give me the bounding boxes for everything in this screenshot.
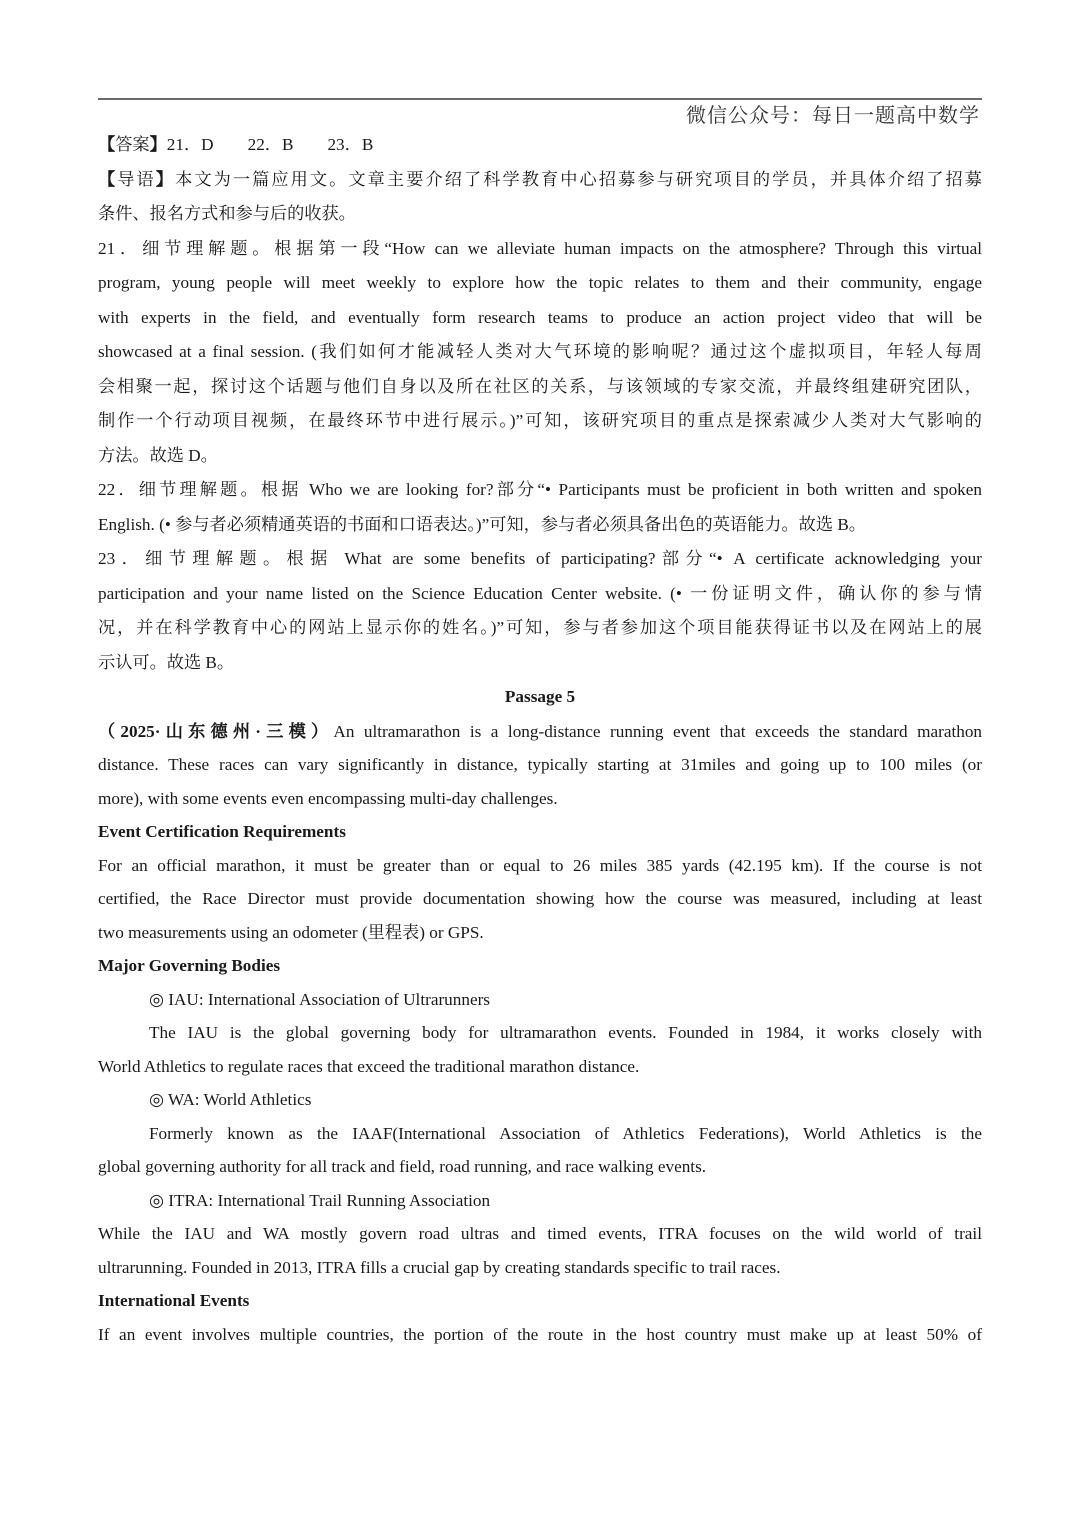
certification-line: For an official marathon, it must be greater than or equal to 26 miles 385 yards (42.195 km). If the course is not xyxy=(98,855,982,875)
explanation-22-line: English. (• 参与者必须精通英语的书面和口语表达。)”可知，参与者必须具备出色的英语能力。故选 B。 xyxy=(98,514,866,534)
governing-body-title: WA: World Athletics xyxy=(168,1090,312,1109)
header-rule xyxy=(98,98,982,100)
guide-line: 条件、报名方式和参与后的收获。 xyxy=(98,204,356,223)
governing-body-title: ITRA: International Trail Running Association xyxy=(168,1190,491,1210)
double-circle-marker-icon: ◎ xyxy=(149,1090,164,1109)
answer-item: 21．D xyxy=(166,135,214,154)
explanation-21-line: 方法。故选 D。 xyxy=(98,445,218,465)
passage-source: （2025·山东德州·三模） xyxy=(98,721,334,741)
answer-line xyxy=(98,128,982,163)
section-heading-international: International Events xyxy=(98,1291,250,1310)
passage-title: Passage 5 xyxy=(504,687,576,706)
explanation-21-line: program, young people will meet weekly to explore how the topic relates to them and their community, engage xyxy=(98,273,982,292)
passage-intro-line: distance. These races can vary significantly in distance, typically starting at 31miles and going up to 100 miles (or xyxy=(98,755,982,774)
explanation-23-line: 示认可。故选 B。 xyxy=(98,652,235,672)
certification-line: certified, the Race Director must provide documentation showing how the course was measured, including at least xyxy=(98,889,982,908)
section-heading-governing-bodies: Major Governing Bodies xyxy=(98,956,281,975)
explanation-21-line: with experts in the field, and eventually form research teams to produce an action project video that will be xyxy=(98,307,982,327)
guide-bracket-close: 】 xyxy=(155,169,176,189)
certification-line: two measurements using an odometer (里程表) or GPS. xyxy=(98,922,484,942)
guide-label: 导语 xyxy=(117,169,156,189)
governing-body-iau-line: The IAU is the global governing body for ultramarathon events. Founded in 1984, it works closely with xyxy=(149,1023,982,1042)
passage-intro-line xyxy=(98,715,982,749)
double-circle-marker-icon: ◎ xyxy=(149,1190,164,1210)
explanation-21-line: 21．细节理解题。根据第一段“How can we alleviate human impacts on the atmosphere? Through this virtual xyxy=(98,238,982,258)
explanation-23-line: participation and your name listed on the Science Education Center website. (• 一份证明文件，确认你的参与情 xyxy=(98,583,982,603)
answer-bracket-close: 】 xyxy=(149,135,167,154)
document-content xyxy=(98,128,982,1351)
section-heading-certification: Event Certification Requirements xyxy=(98,822,346,841)
governing-body-itra-title xyxy=(98,1184,982,1218)
header-watermark: 微信公众号：每日一题高中数学 xyxy=(686,105,980,127)
answer-item: 23．B xyxy=(327,135,374,154)
explanation-23-line: 23．细节理解题。根据 What are some benefits of participating?部分“• A certificate acknowledging your xyxy=(98,549,982,568)
international-line: If an event involves multiple countries, the portion of the route in the host country must make up at least 50% of xyxy=(98,1324,982,1344)
governing-body-wa-title xyxy=(98,1083,982,1117)
passage-intro-text: An ultramarathon is a long-distance running event that exceeds the standard marathon xyxy=(333,721,983,741)
governing-body-wa-line: Formerly known as the IAAF(International Association of Athletics Federations), World Athletics is the xyxy=(149,1123,982,1143)
explanation-23-line: 况，并在科学教育中心的网站上显示你的姓名。)”可知，参与者参加这个项目能获得证书以及在网站上的展 xyxy=(98,618,982,637)
answer-bracket-open: 【 xyxy=(98,135,116,154)
governing-body-iau-title xyxy=(98,983,982,1017)
answer-item: 22．B xyxy=(247,135,294,154)
guide-text: 本文为一篇应用文。文章主要介绍了科学教育中心招募参与研究项目的学员，并具体介绍了招募 xyxy=(175,169,982,189)
passage-intro-line: more), with some events even encompassing multi-day challenges. xyxy=(98,788,558,808)
governing-body-itra-line: While the IAU and WA mostly govern road ultras and timed events, ITRA focuses on the wild world of trail xyxy=(98,1224,982,1243)
governing-body-iau-line: World Athletics to regulate races that exceed the traditional marathon distance. xyxy=(98,1056,640,1076)
governing-body-wa-line: global governing authority for all track and field, road running, and race walking events. xyxy=(98,1157,707,1176)
explanation-21-line: showcased at a final session. (我们如何才能减轻人类对大气环境的影响呢？通过这个虚拟项目，年轻人每周 xyxy=(98,342,982,361)
governing-body-title: IAU: International Association of Ultrarunners xyxy=(168,989,490,1009)
explanation-21-line: 会相聚一起，探讨这个话题与他们自身以及所在社区的关系，与该领域的专家交流，并最终组建研究团队， xyxy=(98,376,982,396)
governing-body-itra-line: ultrarunning. Founded in 2013, ITRA fills a crucial gap by creating standards specific to trail races. xyxy=(98,1257,781,1277)
explanation-22-line: 22．细节理解题。根据 Who we are looking for?部分“• Participants must be proficient in both written and spoken xyxy=(98,480,982,499)
guide-bracket-open: 【 xyxy=(98,169,118,189)
guide-line xyxy=(98,163,982,198)
double-circle-marker-icon: ◎ xyxy=(149,989,164,1009)
answer-label: 答案 xyxy=(115,135,150,154)
explanation-21-line: 制作一个行动项目视频，在最终环节中进行展示。)”可知，该研究项目的重点是探索减少人类对大气影响的 xyxy=(98,411,982,430)
